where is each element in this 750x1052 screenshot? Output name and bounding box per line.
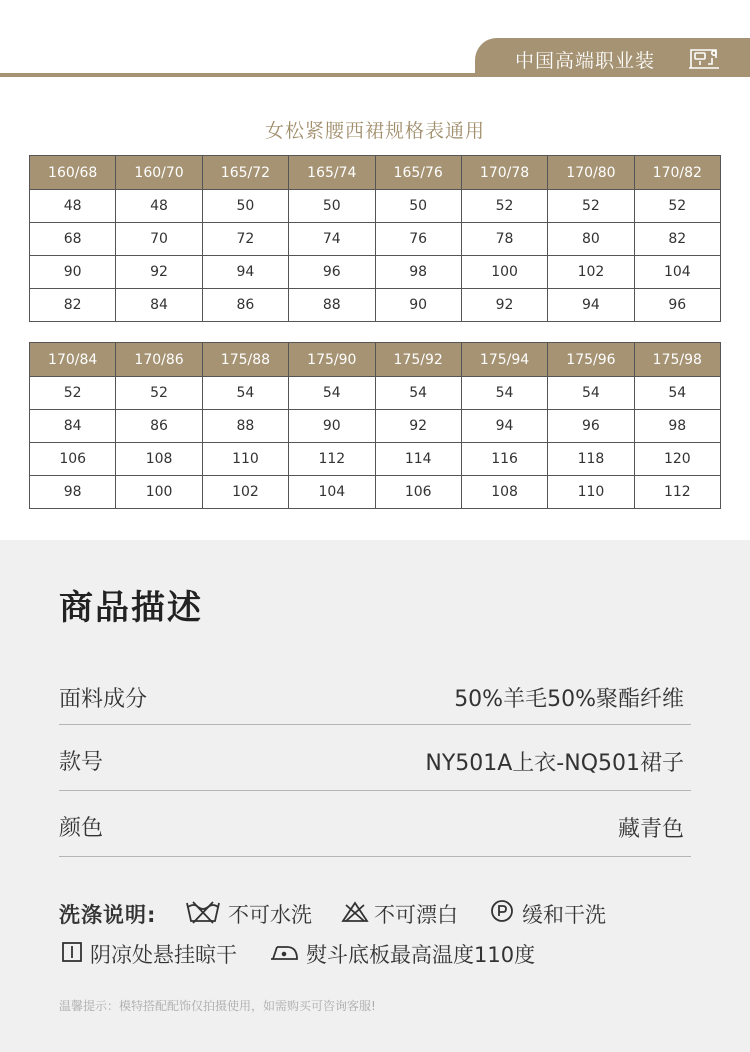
style-number-value: NY501A上衣-NQ501裙子	[425, 751, 684, 776]
table-cell: 74	[289, 223, 375, 256]
size-header: 170/86	[116, 343, 202, 377]
table-cell: 92	[461, 289, 547, 322]
fabric-label: 面料成分	[59, 687, 148, 712]
footnote: 温馨提示：模特搭配配饰仅拍摄使用，如需购买可咨询客服!	[59, 999, 376, 1013]
table-cell: 88	[289, 289, 375, 322]
care-title: 洗涤说明:	[59, 903, 157, 927]
table-header-row	[30, 343, 721, 377]
dry-clean-icon	[490, 899, 514, 923]
no-bleach-label: 不可漂白	[374, 903, 458, 927]
iron-icon	[269, 941, 301, 963]
no-bleach-icon	[341, 901, 369, 923]
size-header: 160/70	[116, 156, 202, 190]
size-table-2	[29, 342, 721, 509]
table-cell: 92	[375, 410, 461, 443]
table-row	[30, 256, 721, 289]
table-cell: 102	[202, 476, 288, 509]
table-row	[30, 377, 721, 410]
table-row	[30, 443, 721, 476]
table-cell: 54	[461, 377, 547, 410]
size-header: 170/78	[461, 156, 547, 190]
color-label: 颜色	[59, 816, 104, 841]
table-cell: 94	[202, 256, 288, 289]
table-cell: 50	[375, 190, 461, 223]
table-cell: 84	[116, 289, 202, 322]
dry-clean-label: 缓和干洗	[522, 903, 606, 927]
table-header-row	[30, 156, 721, 190]
table-cell: 98	[375, 256, 461, 289]
size-header: 175/96	[548, 343, 634, 377]
table-cell: 86	[202, 289, 288, 322]
table-row	[30, 476, 721, 509]
table-cell: 54	[634, 377, 720, 410]
table-cell: 96	[548, 410, 634, 443]
table-cell: 50	[289, 190, 375, 223]
color-value: 藏青色	[617, 817, 684, 842]
table-cell: 108	[116, 443, 202, 476]
size-header: 175/98	[634, 343, 720, 377]
table-cell: 92	[116, 256, 202, 289]
table-cell: 88	[202, 410, 288, 443]
table-cell: 52	[30, 377, 116, 410]
line-dry-label: 阴凉处悬挂晾干	[90, 943, 237, 967]
size-header: 160/68	[30, 156, 116, 190]
size-table-title: 女松紧腰西裙规格表通用	[264, 120, 485, 142]
table-cell: 72	[202, 223, 288, 256]
size-header: 175/90	[289, 343, 375, 377]
line-dry-shade-icon	[61, 941, 83, 963]
table-cell: 68	[30, 223, 116, 256]
table-cell: 52	[634, 190, 720, 223]
table-cell: 54	[289, 377, 375, 410]
table-cell: 86	[116, 410, 202, 443]
table-cell: 82	[30, 289, 116, 322]
table-cell: 54	[548, 377, 634, 410]
table-cell: 78	[461, 223, 547, 256]
table-cell: 90	[30, 256, 116, 289]
table-cell: 110	[202, 443, 288, 476]
table-cell: 100	[461, 256, 547, 289]
table-cell: 48	[30, 190, 116, 223]
table-row	[30, 410, 721, 443]
table-cell: 52	[116, 377, 202, 410]
style-number-label: 款号	[59, 750, 104, 775]
table-cell: 112	[634, 476, 720, 509]
size-header: 175/94	[461, 343, 547, 377]
table-row	[30, 190, 721, 223]
table-cell: 116	[461, 443, 547, 476]
no-wash-label: 不可水洗	[228, 903, 312, 927]
table-cell: 94	[548, 289, 634, 322]
size-header: 165/72	[202, 156, 288, 190]
table-cell: 118	[548, 443, 634, 476]
table-cell: 54	[375, 377, 461, 410]
size-header: 170/84	[30, 343, 116, 377]
table-cell: 110	[548, 476, 634, 509]
description-title: 商品描述	[59, 588, 203, 628]
divider	[59, 790, 691, 791]
table-cell: 94	[461, 410, 547, 443]
table-cell: 82	[634, 223, 720, 256]
table-cell: 100	[116, 476, 202, 509]
size-header: 170/82	[634, 156, 720, 190]
table-cell: 52	[461, 190, 547, 223]
iron-label: 熨斗底板最高温度110度	[306, 943, 536, 967]
table-cell: 112	[289, 443, 375, 476]
size-header: 175/92	[375, 343, 461, 377]
table-cell: 104	[289, 476, 375, 509]
table-row	[30, 289, 721, 322]
table-cell: 84	[30, 410, 116, 443]
size-header: 165/74	[289, 156, 375, 190]
table-cell: 48	[116, 190, 202, 223]
table-cell: 108	[461, 476, 547, 509]
divider	[59, 856, 691, 857]
table-cell: 106	[375, 476, 461, 509]
table-cell: 96	[634, 289, 720, 322]
table-cell: 98	[634, 410, 720, 443]
divider	[59, 724, 691, 725]
table-cell: 120	[634, 443, 720, 476]
table-cell: 96	[289, 256, 375, 289]
brand-label: 中国高端职业装	[515, 50, 656, 72]
table-cell: 52	[548, 190, 634, 223]
table-cell: 90	[289, 410, 375, 443]
table-cell: 98	[30, 476, 116, 509]
size-header: 165/76	[375, 156, 461, 190]
table-cell: 114	[375, 443, 461, 476]
table-cell: 102	[548, 256, 634, 289]
size-table-1	[29, 155, 721, 322]
table-cell: 54	[202, 377, 288, 410]
table-cell: 76	[375, 223, 461, 256]
table-cell: 104	[634, 256, 720, 289]
no-wash-icon	[185, 899, 221, 925]
table-row	[30, 223, 721, 256]
table-cell: 106	[30, 443, 116, 476]
table-cell: 50	[202, 190, 288, 223]
table-cell: 70	[116, 223, 202, 256]
size-header: 170/80	[548, 156, 634, 190]
table-cell: 80	[548, 223, 634, 256]
table-cell: 90	[375, 289, 461, 322]
size-header: 175/88	[202, 343, 288, 377]
fabric-value: 50%羊毛50%聚酯纤维	[454, 687, 684, 712]
sewing-machine-icon	[686, 44, 722, 72]
